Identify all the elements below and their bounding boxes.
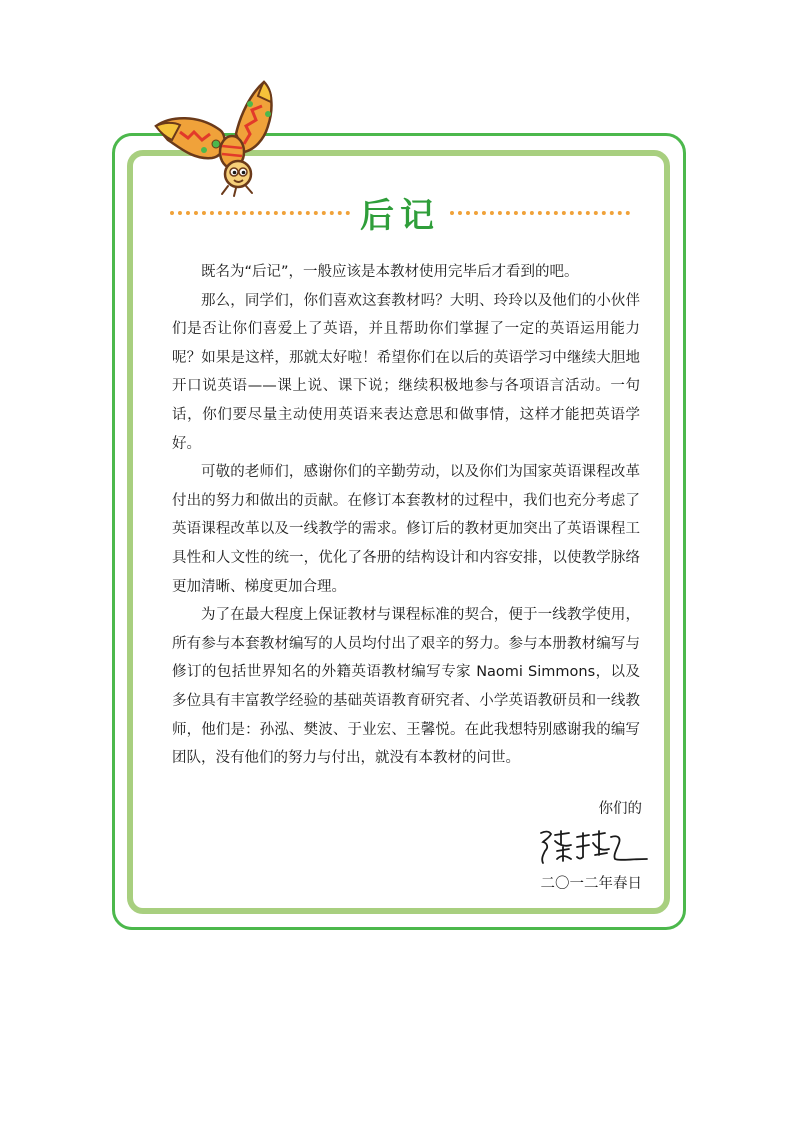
closing-line: 你们的	[598, 801, 642, 817]
paragraph: 可敬的老师们，感谢你们的辛勤劳动，以及你们为国家英语课程改革付出的努力和做出的贡献。在修订本套教材的过程中，我们也充分考虑了英语课程改革以及一线教学的需求。修订后的教材更加突出了英语课程工具性和人文性的统一，优化了各册的结构设计和内容安排，以使教学脉络更加清晰、梯度更加合理。	[172, 464, 640, 595]
title-row	[170, 190, 630, 234]
signature	[535, 825, 650, 865]
paragraph: 那么，同学们，你们喜欢这套教材吗？大明、玲玲以及他们的小伙伴们是否让你们喜爱上了英语，并且帮助你们掌握了一定的英语运用能力呢？如果是这样，那就太好啦！希望你们在以后的英语学习中继续大胆地开口说英语——课上说、课下说；继续积极地参与各项语言活动。一句话，你们要尽量主动使用英语来表达意思和做事情，这样才能把英语学好。	[172, 292, 640, 452]
title-dots-left	[170, 211, 350, 215]
paragraph: 为了在最大程度上保证教材与课程标准的契合，便于一线教学使用，所有参与本套教材编写的人员均付出了艰辛的努力。参与本册教材编写与修订的包括世界知名的外籍英语教材编写专家 Naomi Simmons，以及多位具有丰富教学经验的基础英语教育研究者、小学英语教研员和一线教师，他们是：孙泓、樊波、于业宏、王馨悦。在此我想特别感谢我的编写团队，没有他们的努力与付出，就没有本教材的问世。	[172, 607, 640, 767]
date-line: 二〇一二年春日	[540, 876, 642, 892]
page-title: 后记	[360, 195, 440, 236]
butterfly-mascot-icon	[150, 78, 280, 198]
title-dots-right	[450, 211, 630, 215]
paragraph: 既名为“后记”，一般应该是本教材使用完毕后才看到的吧。	[201, 264, 579, 280]
body-text	[172, 258, 640, 773]
